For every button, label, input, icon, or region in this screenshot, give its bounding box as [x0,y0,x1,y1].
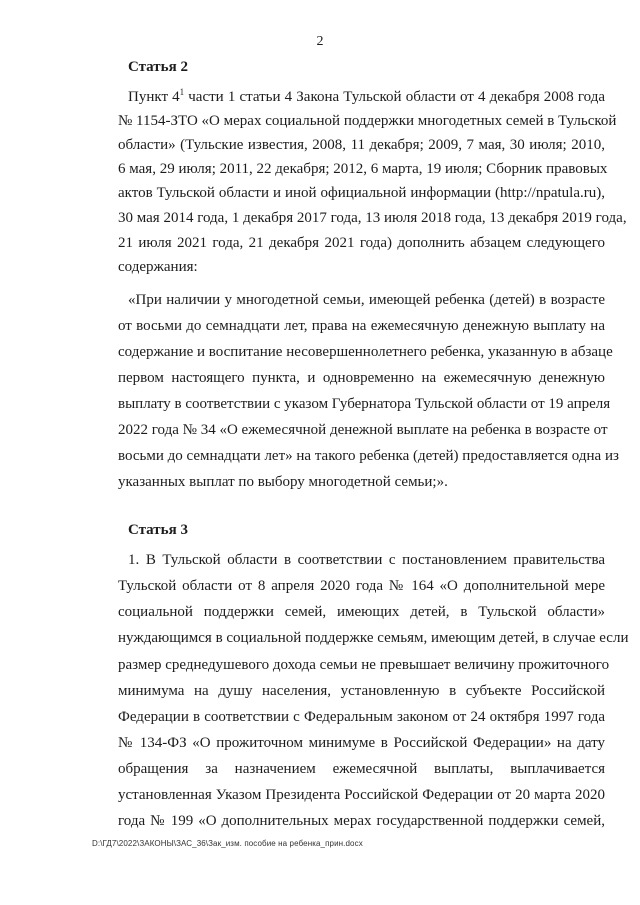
text-line: Пункт $4^1$ части 1 статьи 4 Закона Тульской области от 4 декабря 2008 года [128,87,605,105]
text-line: размер среднедушевого дохода семьи не превышает величину прожиточного [118,657,610,673]
text-line: обращения за назначением ежемесячной выплаты, выплачивается [118,761,605,777]
article-3-heading: Статья 3 [128,522,188,538]
file-path-footer: D:\ГД7\2022\ЗАКОНЫ\ЗАС_36\Зак_изм. пособие на ребенка_прин.docx [92,839,363,848]
text-line: 21 июля 2021 года, 21 декабря 2021 года) дополнить абзацем следующего [118,235,605,251]
text-line: 1. В Тульской области в соответствии с постановлением правительства [128,552,605,568]
text-line: 2022 года № 34 «О ежемесячной денежной выплате на ребенка в возрасте от [118,422,608,438]
article-2-heading: Статья 2 [128,59,188,75]
text-line: содержания: [118,259,198,275]
text-line: 30 мая 2014 года, 1 декабря 2017 года, 13 июля 2018 года, 13 декабря 2019 года, [118,210,627,226]
text-line: минимума на душу населения, установленную в субъекте Российской [118,683,605,699]
text-line: от восьми до семнадцати лет, права на ежемесячную денежную выплату на [118,318,605,334]
text-line: установленная Указом Президента Российской Федерации от 20 марта 2020 [118,787,605,803]
text-line: № 134-ФЗ «О прожиточном минимуме в Российской Федерации» на дату [118,735,605,751]
text-line: № 1154-ЗТО «О мерах социальной поддержки многодетных семей в Тульской [118,113,617,129]
page-number: 2 [316,34,324,49]
text-line: нуждающимся в социальной поддержке семьям, имеющим детей, в случае если [118,630,629,646]
text-line: указанных выплат по выбору многодетной семьи;». [118,474,448,490]
text-line: выплату в соответствии с указом Губернатора Тульской области от 19 апреля [118,396,611,412]
text-line: 6 мая, 29 июля; 2011, 22 декабря; 2012, 6 марта, 19 июля; Сборник правовых [118,161,608,177]
text-line: актов Тульской области и иной официальной информации (http://npatula.ru), [118,185,605,201]
text-line: восьми до семнадцати лет» на такого ребенка (детей) предоставляется одна из [118,448,619,464]
text-line: года № 199 «О дополнительных мерах государственной поддержки семей, [118,813,605,829]
text-line: Федерации в соответствии с Федеральным законом от 24 октября 1997 года [118,709,605,725]
text-line: Тульской области от 8 апреля 2020 года № 164 «О дополнительной мере [118,578,605,594]
text-line: «При наличии у многодетной семьи, имеющей ребенка (детей) в возрасте [128,292,605,308]
text-line: области» (Тульские известия, 2008, 11 декабря; 2009, 7 мая, 30 июля; 2010, [118,137,605,153]
text-line: первом настоящего пункта, и одновременно на ежемесячную денежную [118,370,605,386]
text-line: социальной поддержки семей, имеющих детей, в Тульской области» [118,604,605,620]
text-line: содержание и воспитание несовершеннолетнего ребенка, указанную в абзаце [118,344,613,360]
